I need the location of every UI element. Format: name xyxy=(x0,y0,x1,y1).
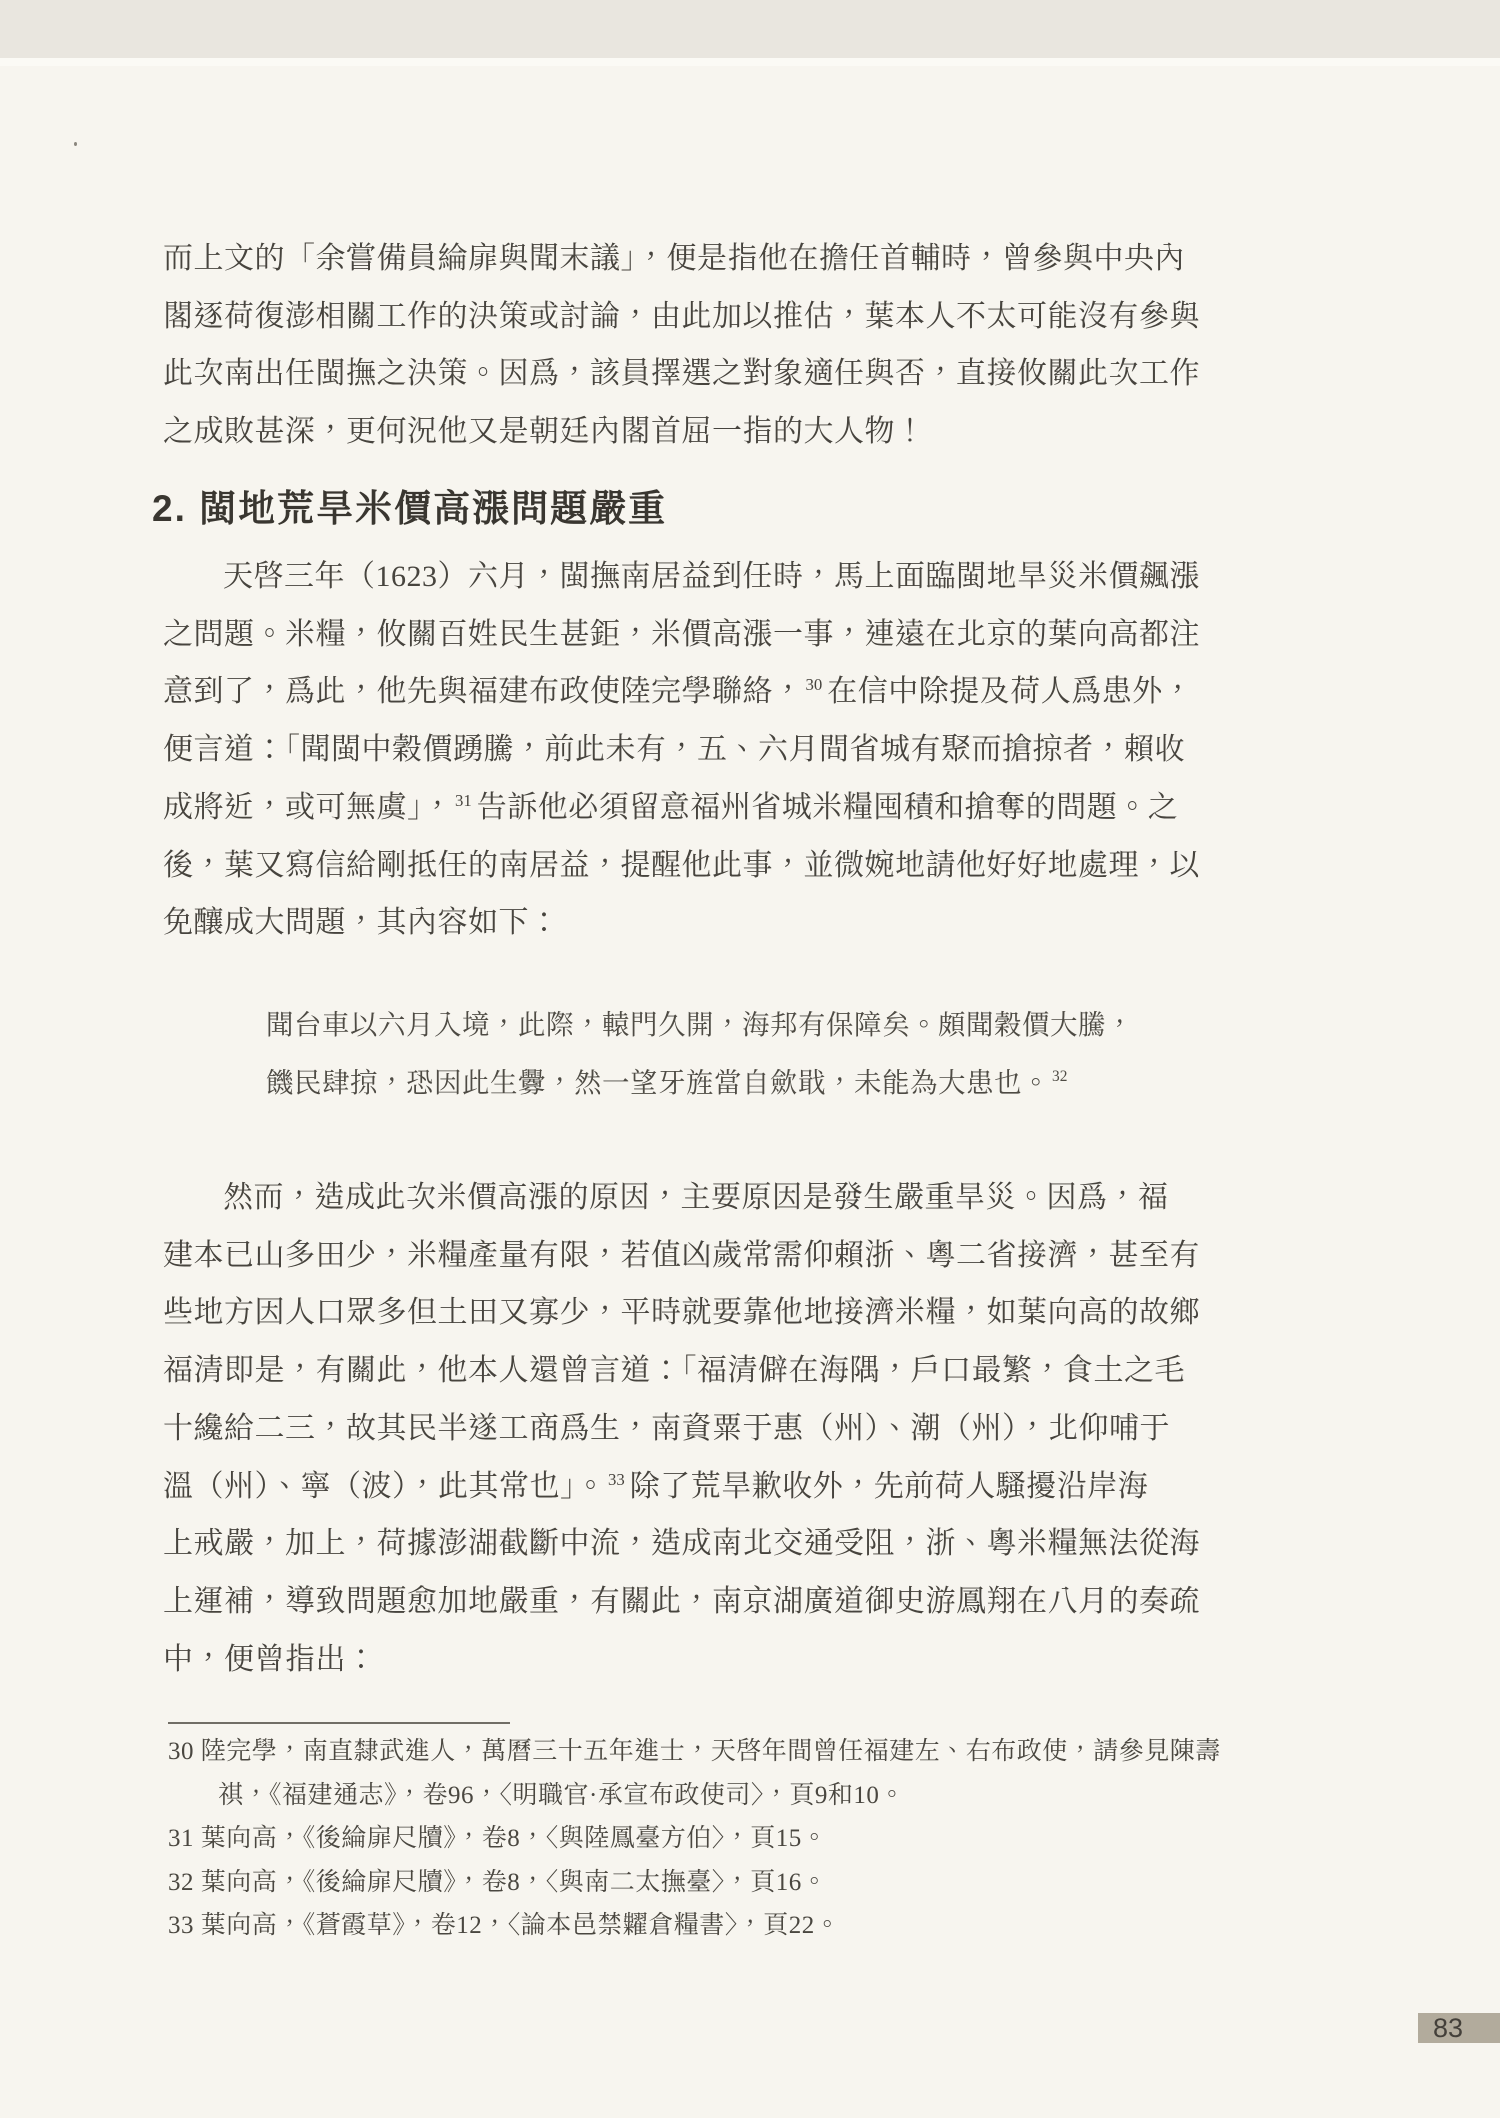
paragraph-intro xyxy=(163,230,1289,461)
text-run: 而上文的「余嘗備員綸扉與聞末議」，便是指他在擔任首輔時，曾參與中央內 xyxy=(163,242,1185,275)
text-run: 福清即是，有關此，他本人還曾言道：「福清僻在海隅，戶口最繁，食土之毛 xyxy=(163,1354,1185,1388)
page-number: 83 xyxy=(1433,2012,1464,2043)
text-run: 上戒嚴，加上，荷據澎湖截斷中流，造成南北交通受阻，浙、粵米糧無法從海 xyxy=(163,1527,1200,1561)
text-run: 便言道：「聞閩中穀價踴騰，前此未有，五、六月間省城有聚而搶掠者，賴收 xyxy=(163,733,1185,767)
text-run: 在信中除提及荷人爲患外， xyxy=(827,675,1194,709)
text-run: 閣逐荷復澎相關工作的決策或討論，由此加以推估，葉本人不太可能沒有參與 xyxy=(163,299,1200,333)
text-run: 33 葉向高，《蒼霞草》，卷12，〈論本邑禁糶倉糧書〉，頁22。 xyxy=(168,1912,841,1939)
footnote-divider xyxy=(168,1722,510,1724)
text-line xyxy=(266,1054,1276,1112)
scan-edge-band xyxy=(0,0,1500,58)
text-run: 此次南出任閩撫之決策。因爲，該員擇選之對象適任與否，直接攸關此次工作 xyxy=(163,357,1200,391)
text-line xyxy=(163,837,1289,895)
text-line xyxy=(163,1400,1289,1458)
paragraph-rice-price xyxy=(163,548,1289,952)
text-line xyxy=(163,779,1289,837)
text-line xyxy=(163,288,1289,346)
text-run: 祺，《福建通志》，卷96，〈明職官·承宣布政使司〉，頁9和10。 xyxy=(218,1781,905,1809)
text-run: 饑民肆掠，恐因此生釁，然一望牙旌當自歛戢，未能為大患也。 xyxy=(266,1066,1050,1098)
section-heading: 2. 閩地荒旱米價高漲問題嚴重 xyxy=(152,488,668,529)
text-line xyxy=(168,1730,1298,1774)
text-run: 意到了，爲此，他先與福建布政使陸完學聯絡， xyxy=(163,675,804,709)
text-line xyxy=(266,996,1276,1054)
footnote-ref: 31 xyxy=(455,790,472,810)
text-run: 十纔給二三，故其民半遂工商爲生，南資粟于惠（州）、潮（州），北仰哺于 xyxy=(163,1411,1170,1445)
text-line xyxy=(168,1904,1298,1948)
text-run: 成將近，或可無虞」， xyxy=(163,790,453,824)
page-number-band xyxy=(1418,2013,1500,2043)
text-line xyxy=(163,721,1289,779)
text-run: 30 陸完學，南直隸武進人，萬曆三十五年進士，天啓年間曾任福建左、右布政使，請參見陳壽 xyxy=(168,1738,1221,1765)
block-quote-letter xyxy=(266,996,1276,1111)
text-run: 上運補，導致問題愈加地嚴重，有關此，南京湖廣道御史游鳳翔在八月的奏疏 xyxy=(163,1584,1200,1618)
text-line xyxy=(163,1342,1289,1400)
text-run: 31 葉向高，《後綸扉尺牘》，卷8，〈與陸鳳臺方伯〉，頁15。 xyxy=(168,1825,828,1852)
text-run: 些地方因人口眾多但土田又寡少，平時就要靠他地接濟米糧，如葉向高的故鄉 xyxy=(163,1296,1200,1330)
text-run: 32 葉向高，《後綸扉尺牘》，卷8，〈與南二太撫臺〉，頁16。 xyxy=(168,1868,828,1896)
text-line xyxy=(163,1631,1289,1689)
text-line xyxy=(163,1227,1289,1285)
text-run: 告訴他必須留意福州省城米糧囤積和搶奪的問題。之 xyxy=(476,790,1179,824)
text-line xyxy=(168,1861,1298,1905)
footnote-ref: 32 xyxy=(1052,1068,1068,1086)
text-line xyxy=(168,1817,1298,1861)
text-line xyxy=(163,345,1289,403)
text-run: 之成敗甚深，更何況他又是朝廷內閣首屈一指的大人物！ xyxy=(163,415,926,449)
text-run: 中，便曾指出： xyxy=(163,1642,377,1676)
text-line xyxy=(163,1458,1289,1516)
scan-speck xyxy=(74,142,77,146)
footnote-block xyxy=(168,1730,1298,1948)
text-run: 天啓三年（1623）六月，閩撫南居益到任時，馬上面臨閩地旱災米價飆漲 xyxy=(223,560,1200,593)
text-run: 後，葉又寫信給剛抵任的南居益，提醒他此事，並微婉地請他好好地處理，以 xyxy=(163,848,1200,882)
text-line xyxy=(163,1169,1289,1227)
footnote-ref: 30 xyxy=(805,675,823,695)
text-run: 免釀成大問題，其內容如下： xyxy=(163,906,560,940)
footnote-ref: 33 xyxy=(608,1469,625,1489)
text-line xyxy=(163,894,1289,952)
text-run: 聞台車以六月入境，此際，轅門久開，海邦有保障矣。頗聞穀價大騰， xyxy=(266,1009,1134,1040)
text-line xyxy=(163,1284,1289,1342)
text-line xyxy=(163,1573,1289,1631)
text-line xyxy=(163,230,1289,288)
text-run: 建本已山多田少，米糧產量有限，若值凶歲常需仰賴浙、粵二省接濟，甚至有 xyxy=(163,1238,1200,1272)
text-line xyxy=(168,1774,1298,1818)
text-line xyxy=(163,663,1289,721)
text-line xyxy=(163,1515,1289,1573)
text-run: 然而，造成此次米價高漲的原因，主要原因是發生嚴重旱災。因爲，福 xyxy=(223,1181,1169,1214)
scan-edge-highlight xyxy=(0,58,1500,66)
text-line xyxy=(163,606,1289,664)
text-run: 除了荒旱歉收外，先前荷人騷擾沿岸海 xyxy=(629,1469,1149,1503)
text-run: 之問題。米糧，攸關百姓民生甚鉅，米價高漲一事，連遠在北京的葉向高都注 xyxy=(163,617,1200,651)
paragraph-drought-cause xyxy=(163,1169,1289,1688)
text-line xyxy=(163,403,1289,461)
text-run: 溫（州）、寧（波），此其常也」。 xyxy=(163,1469,606,1503)
text-line xyxy=(163,548,1289,606)
